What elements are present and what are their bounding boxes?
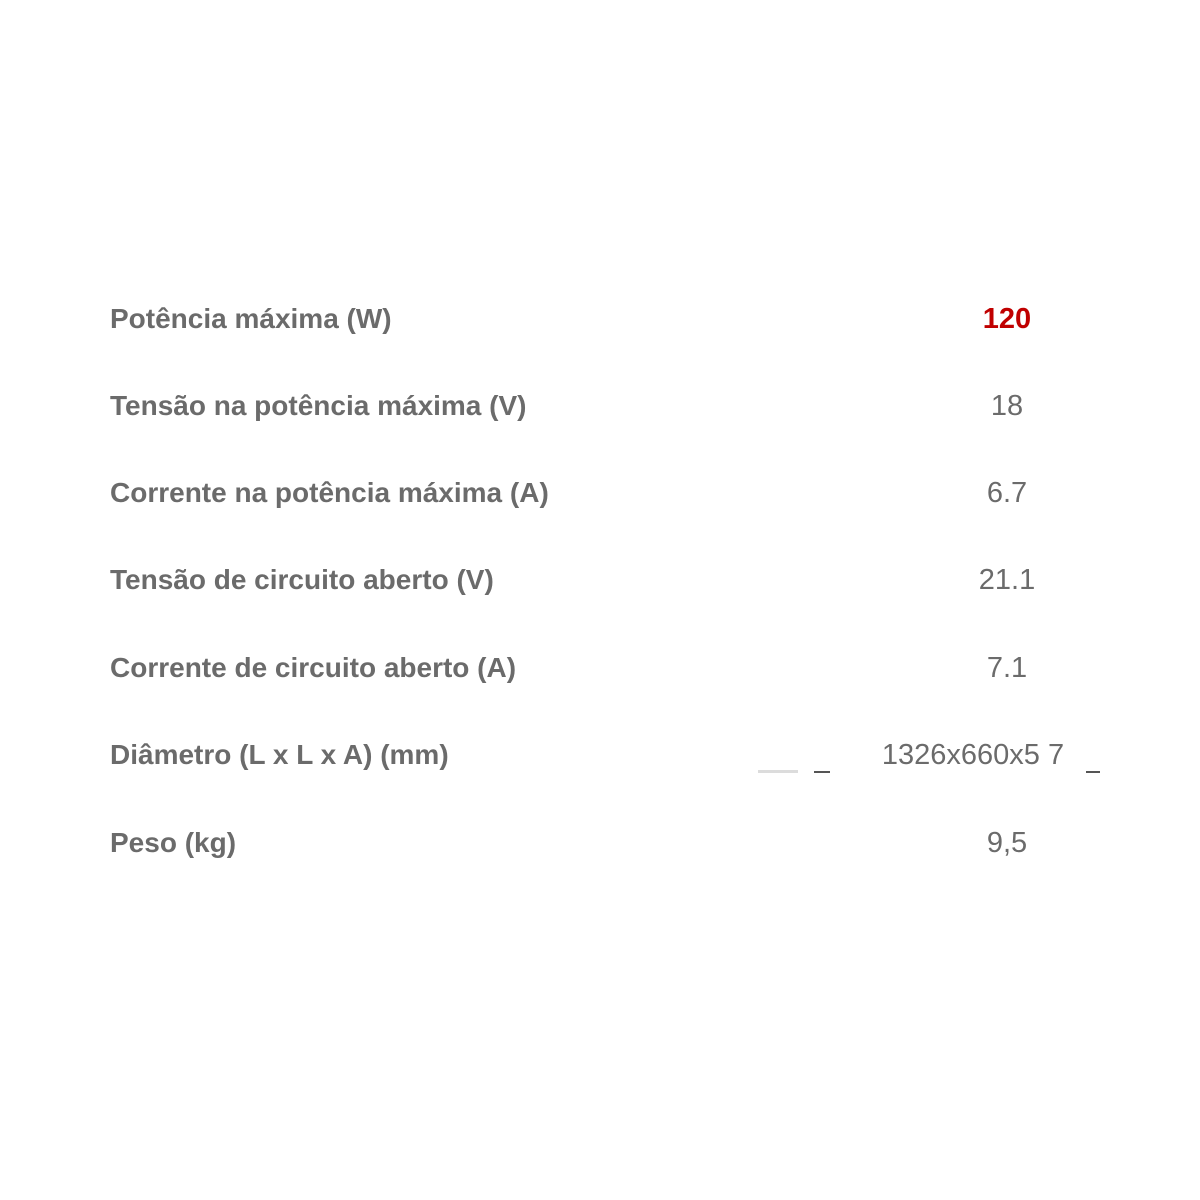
spec-row-current-max-power [0, 463, 1200, 523]
spec-label: Peso (kg) [110, 827, 237, 858]
spec-label: Corrente de circuito aberto (A) [110, 652, 517, 683]
spec-label: Diâmetro (L x L x A) (mm) [110, 739, 449, 770]
spec-value: 6.7 [986, 477, 1028, 509]
spec-row-voltage-max-power [0, 376, 1200, 436]
spec-value: 1326x660x5 7 [881, 739, 1065, 771]
spec-row-max-power [0, 289, 1200, 349]
spec-row-open-circuit-voltage [0, 550, 1200, 610]
spec-value: 21.1 [978, 564, 1036, 596]
spec-row-dimensions [0, 725, 1200, 785]
spec-value: 18 [990, 390, 1024, 422]
spec-row-open-circuit-current [0, 638, 1200, 698]
spec-value: 120 [982, 303, 1032, 335]
spec-label: Tensão na potência máxima (V) [110, 390, 527, 421]
spec-label: Corrente na potência máxima (A) [110, 477, 549, 508]
spec-value: 7.1 [986, 652, 1028, 684]
spec-label: Tensão de circuito aberto (V) [110, 564, 494, 595]
spec-row-weight [0, 813, 1200, 873]
scan-artifact [758, 770, 798, 773]
underscore-mark [1086, 771, 1100, 773]
underscore-mark [814, 771, 830, 773]
spec-label: Potência máxima (W) [110, 303, 392, 334]
spec-value: 9,5 [986, 827, 1028, 859]
